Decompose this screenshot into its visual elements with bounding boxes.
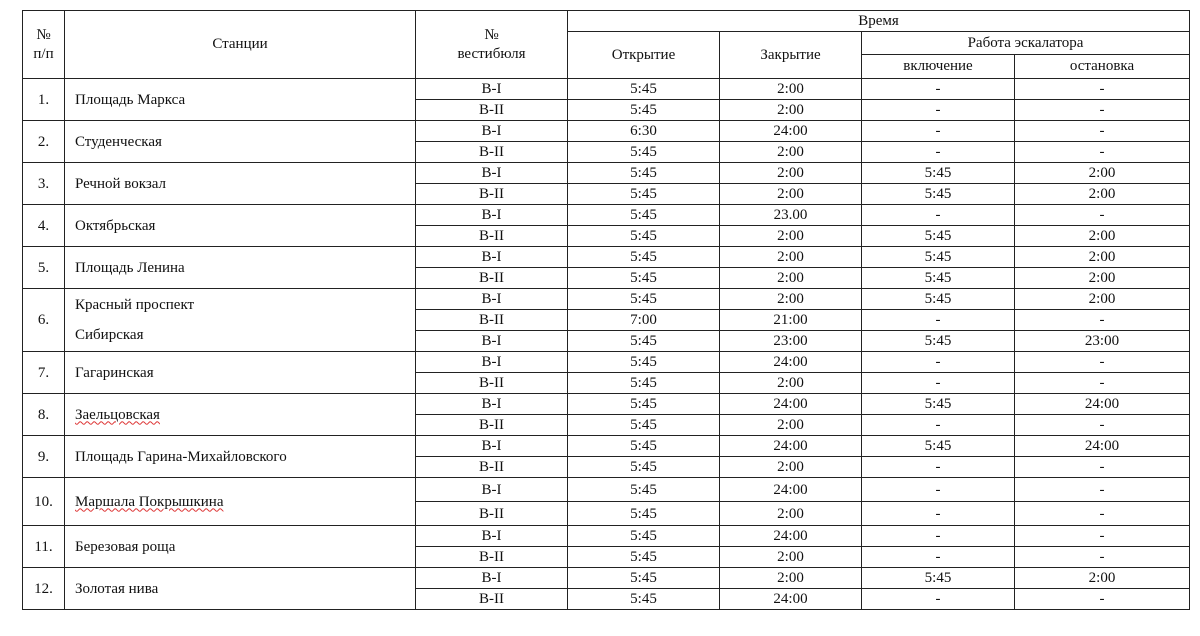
close-time-cell: 24:00: [720, 478, 862, 502]
station-name-line: Площадь Гарина-Михайловского: [75, 448, 287, 465]
close-time-cell: 2:00: [720, 184, 862, 205]
table-row: [23, 478, 1190, 502]
open-time-cell: 5:45: [568, 457, 720, 478]
escalator-on-cell: -: [862, 205, 1015, 226]
vestibule-cell: В-II: [416, 547, 568, 568]
vestibule-cell: В-II: [416, 457, 568, 478]
close-time-cell: 24:00: [720, 352, 862, 373]
metro-schedule-table: [22, 10, 1190, 610]
header-vestibule-line2: вестибюля: [457, 45, 526, 62]
close-time-cell: 2:00: [720, 568, 862, 589]
header-station: Станции: [65, 11, 416, 79]
table-row: [23, 79, 1190, 100]
close-time-cell: 24:00: [720, 526, 862, 547]
vestibule-cell: В-II: [416, 502, 568, 526]
escalator-on-cell: -: [862, 142, 1015, 163]
station-name: [65, 289, 416, 352]
header-number: [23, 11, 65, 79]
row-number: 8.: [23, 394, 65, 436]
header-escalator-on: включение: [862, 55, 1015, 79]
close-time-cell: 23:00: [720, 331, 862, 352]
vestibule-cell: В-II: [416, 268, 568, 289]
escalator-off-cell: -: [1015, 310, 1190, 331]
station-name-line: Красный проспект: [75, 297, 195, 313]
open-time-cell: 5:45: [568, 589, 720, 610]
escalator-off-cell: -: [1015, 79, 1190, 100]
table-row: [23, 121, 1190, 142]
vestibule-cell: В-I: [416, 478, 568, 502]
row-number: 6.: [23, 289, 65, 352]
table-row: [23, 163, 1190, 184]
open-time-cell: 5:45: [568, 226, 720, 247]
row-number: 7.: [23, 352, 65, 394]
vestibule-cell: В-I: [416, 79, 568, 100]
escalator-on-cell: -: [862, 589, 1015, 610]
station-name-line: Заельцовская: [75, 406, 160, 423]
close-time-cell: 2:00: [720, 289, 862, 310]
vestibule-cell: В-I: [416, 394, 568, 415]
row-number: 3.: [23, 163, 65, 205]
station-name-line: Золотая нива: [75, 580, 159, 597]
table-row: [23, 247, 1190, 268]
close-time-cell: 23.00: [720, 205, 862, 226]
escalator-on-cell: -: [862, 547, 1015, 568]
escalator-off-cell: -: [1015, 373, 1190, 394]
open-time-cell: 5:45: [568, 184, 720, 205]
header-escalator-off: остановка: [1015, 55, 1190, 79]
escalator-off-cell: 2:00: [1015, 568, 1190, 589]
schedule-body: [23, 79, 1190, 610]
table-row: [23, 568, 1190, 589]
row-number: 9.: [23, 436, 65, 478]
escalator-on-cell: 5:45: [862, 331, 1015, 352]
vestibule-cell: В-II: [416, 310, 568, 331]
open-time-cell: 5:45: [568, 436, 720, 457]
station-name: [65, 436, 416, 478]
station-name-line: Речной вокзал: [75, 175, 167, 192]
station-name-line: Студенческая: [75, 133, 162, 150]
vestibule-cell: В-I: [416, 526, 568, 547]
open-time-cell: 5:45: [568, 502, 720, 526]
open-time-cell: 5:45: [568, 547, 720, 568]
escalator-off-cell: 2:00: [1015, 247, 1190, 268]
escalator-off-cell: -: [1015, 205, 1190, 226]
escalator-off-cell: 2:00: [1015, 268, 1190, 289]
escalator-off-cell: 24:00: [1015, 436, 1190, 457]
vestibule-cell: В-I: [416, 331, 568, 352]
escalator-on-cell: -: [862, 352, 1015, 373]
station-name-line: Березовая роща: [75, 538, 176, 555]
station-name-line: Маршала Покрышкина: [75, 493, 224, 510]
close-time-cell: 24:00: [720, 436, 862, 457]
open-time-cell: 5:45: [568, 415, 720, 436]
close-time-cell: 2:00: [720, 547, 862, 568]
station-name: [65, 352, 416, 394]
escalator-on-cell: 5:45: [862, 436, 1015, 457]
close-time-cell: 2:00: [720, 247, 862, 268]
open-time-cell: 6:30: [568, 121, 720, 142]
table-row: [23, 205, 1190, 226]
escalator-on-cell: -: [862, 121, 1015, 142]
escalator-on-cell: -: [862, 457, 1015, 478]
close-time-cell: 2:00: [720, 100, 862, 121]
open-time-cell: 5:45: [568, 205, 720, 226]
station-name: [65, 121, 416, 163]
open-time-cell: 5:45: [568, 394, 720, 415]
close-time-cell: 2:00: [720, 502, 862, 526]
vestibule-cell: В-I: [416, 568, 568, 589]
vestibule-cell: В-I: [416, 205, 568, 226]
escalator-off-cell: 23:00: [1015, 331, 1190, 352]
close-time-cell: 21:00: [720, 310, 862, 331]
station-name: [65, 247, 416, 289]
table-row: [23, 394, 1190, 415]
station-name: [65, 568, 416, 610]
escalator-off-cell: -: [1015, 415, 1190, 436]
vestibule-cell: В-I: [416, 247, 568, 268]
close-time-cell: 2:00: [720, 142, 862, 163]
vestibule-cell: В-II: [416, 589, 568, 610]
escalator-on-cell: 5:45: [862, 163, 1015, 184]
vestibule-cell: В-I: [416, 121, 568, 142]
open-time-cell: 5:45: [568, 268, 720, 289]
header-close: Закрытие: [720, 32, 862, 79]
escalator-on-cell: 5:45: [862, 247, 1015, 268]
station-name: [65, 163, 416, 205]
station-name: [65, 79, 416, 121]
escalator-off-cell: -: [1015, 502, 1190, 526]
header-number-line2: п/п: [33, 45, 54, 62]
escalator-on-cell: -: [862, 526, 1015, 547]
vestibule-cell: В-II: [416, 226, 568, 247]
close-time-cell: 2:00: [720, 79, 862, 100]
escalator-off-cell: -: [1015, 478, 1190, 502]
escalator-on-cell: 5:45: [862, 184, 1015, 205]
row-number: 12.: [23, 568, 65, 610]
table-row: [23, 352, 1190, 373]
vestibule-cell: В-I: [416, 436, 568, 457]
table-row: [23, 526, 1190, 547]
header-number-line1: №: [36, 26, 51, 43]
close-time-cell: 24:00: [720, 589, 862, 610]
vestibule-cell: В-II: [416, 142, 568, 163]
close-time-cell: 2:00: [720, 457, 862, 478]
escalator-off-cell: -: [1015, 547, 1190, 568]
escalator-off-cell: -: [1015, 526, 1190, 547]
open-time-cell: 5:45: [568, 163, 720, 184]
open-time-cell: 5:45: [568, 289, 720, 310]
close-time-cell: 2:00: [720, 163, 862, 184]
vestibule-cell: В-II: [416, 415, 568, 436]
escalator-on-cell: -: [862, 310, 1015, 331]
escalator-off-cell: -: [1015, 457, 1190, 478]
station-name: [65, 526, 416, 568]
row-number: 4.: [23, 205, 65, 247]
header-escalator: Работа эскалатора: [862, 32, 1190, 55]
table-row: [23, 289, 1190, 310]
escalator-on-cell: -: [862, 100, 1015, 121]
station-name-line: Гагаринская: [75, 364, 154, 381]
open-time-cell: 5:45: [568, 247, 720, 268]
close-time-cell: 2:00: [720, 373, 862, 394]
station-name: [65, 394, 416, 436]
station-name-line: Октябрьская: [75, 217, 156, 234]
open-time-cell: 5:45: [568, 478, 720, 502]
table-row: [23, 436, 1190, 457]
close-time-cell: 2:00: [720, 268, 862, 289]
escalator-off-cell: -: [1015, 121, 1190, 142]
escalator-off-cell: -: [1015, 142, 1190, 163]
station-name-spacer: [75, 314, 411, 326]
escalator-on-cell: -: [862, 373, 1015, 394]
vestibule-cell: В-II: [416, 373, 568, 394]
header-open: Открытие: [568, 32, 720, 79]
vestibule-cell: В-I: [416, 163, 568, 184]
open-time-cell: 5:45: [568, 142, 720, 163]
station-name: [65, 205, 416, 247]
open-time-cell: 7:00: [568, 310, 720, 331]
open-time-cell: 5:45: [568, 331, 720, 352]
escalator-off-cell: -: [1015, 589, 1190, 610]
escalator-off-cell: 24:00: [1015, 394, 1190, 415]
row-number: 1.: [23, 79, 65, 121]
open-time-cell: 5:45: [568, 352, 720, 373]
schedule-document: [22, 10, 1190, 610]
station-name-line: Площадь Ленина: [75, 259, 185, 276]
escalator-on-cell: 5:45: [862, 289, 1015, 310]
escalator-on-cell: -: [862, 79, 1015, 100]
open-time-cell: 5:45: [568, 79, 720, 100]
station-name: [65, 478, 416, 526]
header-time: Время: [568, 11, 1190, 32]
escalator-off-cell: 2:00: [1015, 289, 1190, 310]
vestibule-cell: В-II: [416, 100, 568, 121]
open-time-cell: 5:45: [568, 100, 720, 121]
escalator-on-cell: -: [862, 415, 1015, 436]
close-time-cell: 24:00: [720, 394, 862, 415]
escalator-on-cell: -: [862, 502, 1015, 526]
escalator-on-cell: 5:45: [862, 268, 1015, 289]
escalator-on-cell: 5:45: [862, 226, 1015, 247]
escalator-off-cell: -: [1015, 352, 1190, 373]
escalator-off-cell: 2:00: [1015, 184, 1190, 205]
escalator-on-cell: 5:45: [862, 394, 1015, 415]
vestibule-cell: В-I: [416, 352, 568, 373]
open-time-cell: 5:45: [568, 568, 720, 589]
station-name-line: Площадь Маркса: [75, 91, 186, 108]
row-number: 5.: [23, 247, 65, 289]
header-vestibule: [416, 11, 568, 79]
escalator-off-cell: 2:00: [1015, 163, 1190, 184]
escalator-on-cell: 5:45: [862, 568, 1015, 589]
close-time-cell: 2:00: [720, 226, 862, 247]
close-time-cell: 2:00: [720, 415, 862, 436]
header-vestibule-line1: №: [484, 26, 499, 43]
close-time-cell: 24:00: [720, 121, 862, 142]
escalator-on-cell: -: [862, 478, 1015, 502]
row-number: 2.: [23, 121, 65, 163]
vestibule-cell: В-II: [416, 184, 568, 205]
station-name-line: Сибирская: [75, 327, 144, 343]
row-number: 10.: [23, 478, 65, 526]
open-time-cell: 5:45: [568, 526, 720, 547]
open-time-cell: 5:45: [568, 373, 720, 394]
row-number: 11.: [23, 526, 65, 568]
escalator-off-cell: -: [1015, 100, 1190, 121]
vestibule-cell: В-I: [416, 289, 568, 310]
escalator-off-cell: 2:00: [1015, 226, 1190, 247]
